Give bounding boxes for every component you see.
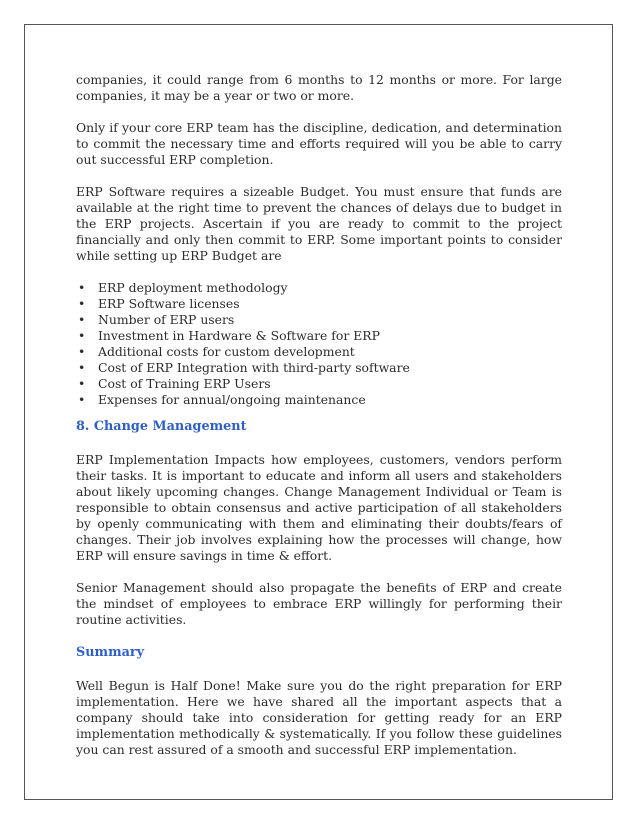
budget-points-list [76, 280, 562, 408]
list-item: • Number of ERP users [76, 312, 562, 328]
paragraph-budget: ERP Software requires a sizeable Budget. You must ensure that funds are available at the right time to prevent the chances of delays due to budget in the ERP projects. Ascertain if you are ready to commit to the project financially and only then commit to ERP. Some important points to consider while setting up ERP Budget are [76, 184, 562, 263]
change-management-heading: 8. Change Management [76, 419, 247, 434]
list-item: • ERP Software licenses [76, 296, 562, 312]
list-item: • Cost of ERP Integration with third-party software [76, 360, 562, 376]
paragraph-summary: Well Begun is Half Done! Make sure you do the right preparation for ERP implementation. Here we have shared all the important aspects that a company should take into consideration for getting ready for an ERP implementation methodically & systematically. If you follow these guidelines you can rest assured of a smooth and successful ERP implementation. [76, 678, 562, 757]
document-body [76, 72, 562, 774]
paragraph-core-team: Only if your core ERP team has the discipline, dedication, and determination to commit the necessary time and efforts required will you be able to carry out successful ERP completion. [76, 120, 562, 167]
list-item: • Expenses for annual/ongoing maintenance [76, 392, 562, 408]
summary-heading: Summary [76, 645, 145, 660]
paragraph-timeline: companies, it could range from 6 months to 12 months or more. For large companies, it may be a year or two or more. [76, 72, 562, 103]
list-item: • Additional costs for custom development [76, 344, 562, 360]
list-item: • Investment in Hardware & Software for ERP [76, 328, 562, 344]
paragraph-change-impact: ERP Implementation Impacts how employees, customers, vendors perform their tasks. It is important to educate and inform all users and stakeholders about likely upcoming changes. Change Management Individual or Team is responsible to obtain consensus and active participation of all stakeholders by openly communicating with them and eliminating their doubts/fears of changes. Their job involves explaining how the processes will change, how ERP will ensure savings in time & effort. [76, 452, 562, 563]
list-item: • Cost of Training ERP Users [76, 376, 562, 392]
paragraph-senior-management: Senior Management should also propagate the benefits of ERP and create the mindset of employees to embrace ERP willingly for performing their routine activities. [76, 580, 562, 627]
list-item: • ERP deployment methodology [76, 280, 562, 296]
